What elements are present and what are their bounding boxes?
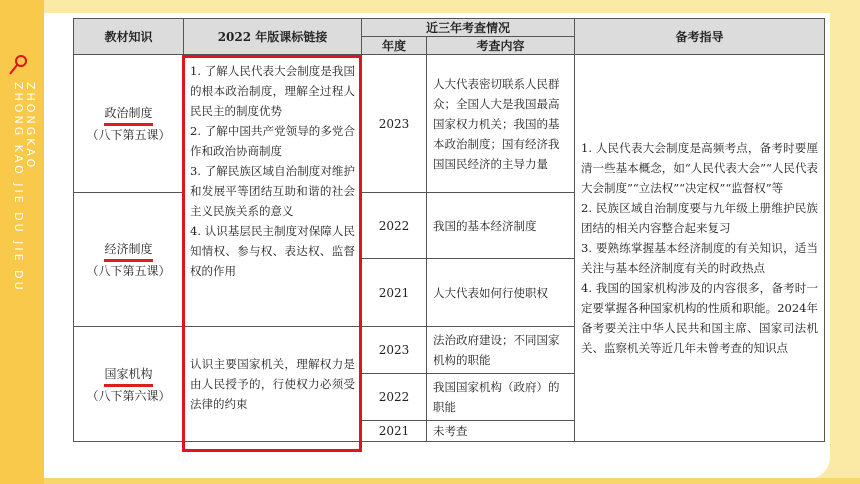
section-economy — [74, 193, 184, 327]
header-recent: 近三年考查情况 — [362, 19, 575, 37]
exam-year: 2023 — [362, 327, 427, 374]
section-politics — [74, 55, 184, 193]
exam-content: 未考查 — [427, 421, 575, 442]
bottom-band — [44, 478, 860, 484]
exam-content: 人大代表如何行使职权 — [427, 259, 575, 327]
section-economy-sub: （八下第五课） — [86, 264, 171, 278]
header-year: 年度 — [362, 37, 427, 55]
exam-analysis-table — [73, 18, 825, 442]
section-state-organs — [74, 327, 184, 442]
exam-content: 我国国家机构（政府）的职能 — [427, 374, 575, 421]
header-guide: 备考指导 — [575, 19, 825, 55]
section-state-organs-sub: （八下第六课） — [86, 388, 171, 403]
location-pin-icon — [5, 52, 33, 78]
guide-text: 1. 人民代表大会制度是高频考点，备考时要厘清一些基本概念，如“人民代表大会”“人民代表大会制度”“立法权”“决定权”“监督权”等 2. 民族区域自治制度要与九年级上册维护民族团结的相关内容整合起来复习 3. 要熟练掌握基本经济制度的有关知识，适当关注与基本经济制度有关的时政热点 4. 我国的国家机构涉及的内容很多，备考时一定要掌握各种国家机构的性质和职能。2024年备考要关注中华人民共和国主席、国家司法机关、监察机关等近几年未曾考查的知识点 — [575, 55, 825, 442]
exam-content: 法治政府建设；不同国家机构的职能 — [427, 327, 575, 374]
section-politics-title: 政治制度 — [104, 104, 152, 126]
exam-content: 人大代表密切联系人民群众；全国人大是我国最高国家权力机关；我国的基本政治制度；国有经济我国国民经济的主导力量 — [427, 55, 575, 193]
header-knowledge: 教材知识 — [74, 19, 184, 55]
exam-year: 2023 — [362, 55, 427, 193]
section-state-organs-title: 国家机构 — [104, 365, 152, 387]
left-accent-strip — [0, 0, 44, 484]
exam-year: 2021 — [362, 259, 427, 327]
exam-year: 2021 — [362, 421, 427, 442]
standard-lower: 认识主要国家机关，理解权力是由人民授予的，行使权力必须受法律的约束 — [184, 327, 362, 442]
exam-year: 2022 — [362, 193, 427, 259]
side-text-1: ZHONG KAO JIE DU JIE DU — [12, 82, 25, 293]
section-politics-sub: （八下第五课） — [86, 128, 171, 142]
exam-year: 2022 — [362, 374, 427, 421]
exam-content: 我国的基本经济制度 — [427, 193, 575, 259]
header-standard: 2022 年版课标链接 — [184, 19, 362, 55]
standard-upper: 1. 了解人民代表大会制度是我国的根本政治制度，理解全过程人民民主的制度优势 2. 了解中国共产党领导的多党合作和政治协商制度 3. 了解民族区域自治制度对维护和发展平等团结互助和谐的社会主义民族关系的意义 4. 认识基层民主制度对保障人民知情权、参与权、表达权、监督权的作用 — [184, 55, 362, 327]
header-content: 考查内容 — [427, 37, 575, 55]
section-economy-title: 经济制度 — [104, 240, 152, 262]
side-text-2: ZHONGKAO — [24, 82, 37, 171]
